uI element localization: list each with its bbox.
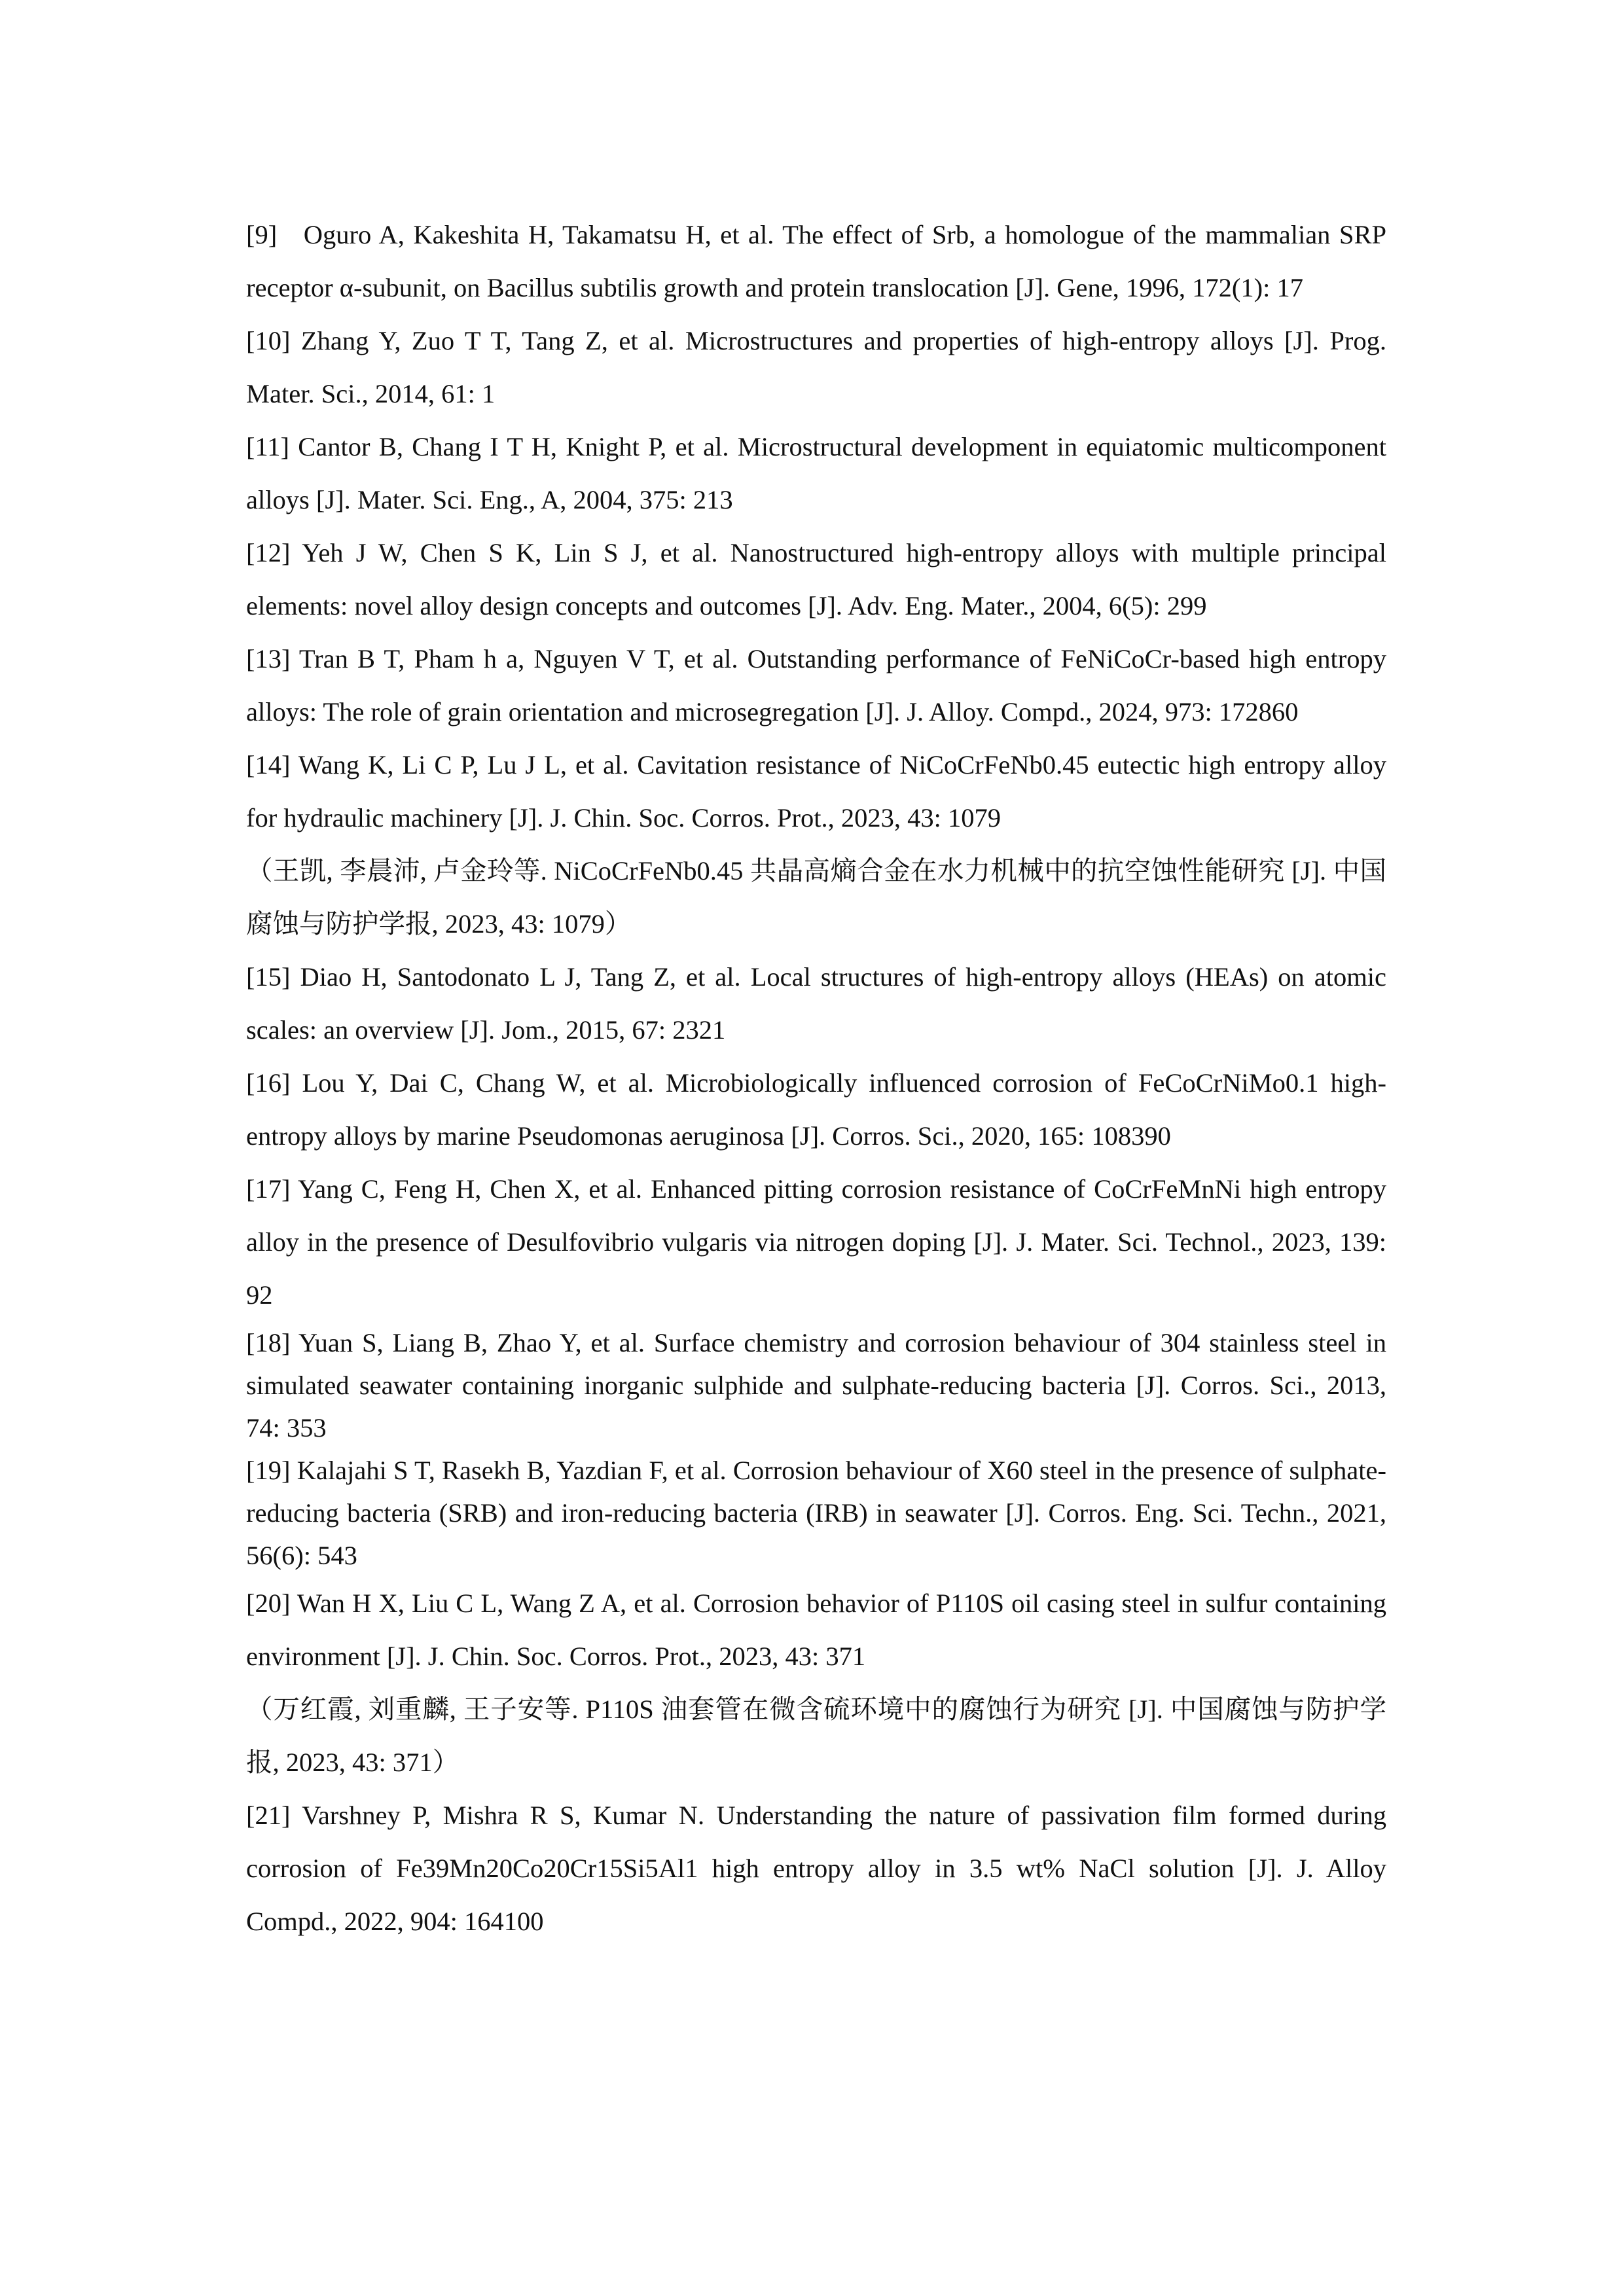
reference-18: [18] Yuan S, Liang B, Zhao Y, et al. Surface chemistry and corrosion behaviour of 304 stainless steel in simulated seawater containing inorganic sulphide and sulphate-reducing bacteria [J]. Corros. Sci., 2013, 74: 353 — [246, 1328, 1386, 1443]
reference-21: [21] Varshney P, Mishra R S, Kumar N. Understanding the nature of passivation film formed during corrosion of Fe39Mn20Co20Cr15Si5Al1 high entropy alloy in 3.5 wt% NaCl solution [J]. J. Alloy Compd., 2022, 904: 164100 — [246, 1801, 1386, 1936]
reference-13: [13] Tran B T, Pham h a, Nguyen V T, et al. Outstanding performance of FeNiCoCr-based high entropy alloys: The role of grain orientation and microsegregation [J]. J. Alloy. Compd., 2024, 973: 172860 — [246, 644, 1386, 726]
reference-list — [246, 208, 1386, 1948]
reference-14-translation: （王凯, 李晨沛, 卢金玲等. NiCoCrFeNb0.45 共晶高熵合金在水力机械中的抗空蚀性能研究 [J]. 中国腐蚀与防护学报, 2023, 43: 1079） — [246, 856, 1386, 939]
reference-17: [17] Yang C, Feng H, Chen X, et al. Enhanced pitting corrosion resistance of CoCrFeMnNi high entropy alloy in the presence of Desulfovibrio vulgaris via nitrogen doping [J]. J. Mater. Sci. Technol., 2023, 139: 92 — [246, 1174, 1386, 1310]
reference-19: [19] Kalajahi S T, Rasekh B, Yazdian F, et al. Corrosion behaviour of X60 steel in the presence of sulphate-reducing bacteria (SRB) and iron-reducing bacteria (IRB) in seawater [J]. Corros. Eng. Sci. Techn., 2021, 56(6): 543 — [246, 1456, 1386, 1570]
reference-14: [14] Wang K, Li C P, Lu J L, et al. Cavitation resistance of NiCoCrFeNb0.45 eutectic high entropy alloy for hydraulic machinery [J]. J. Chin. Soc. Corros. Prot., 2023, 43: 1079 — [246, 750, 1386, 833]
reference-10: [10] Zhang Y, Zuo T T, Tang Z, et al. Microstructures and properties of high-entropy alloys [J]. Prog. Mater. Sci., 2014, 61: 1 — [246, 326, 1386, 408]
reference-9: [9] Oguro A, Kakeshita H, Takamatsu H, et al. The effect of Srb, a homologue of the mammalian SRP receptor α-subunit, on Bacillus subtilis growth and protein translocation [J]. Gene, 1996, 172(1): 17 — [246, 220, 1386, 302]
reference-11: [11] Cantor B, Chang I T H, Knight P, et al. Microstructural development in equiatomic multicomponent alloys [J]. Mater. Sci. Eng., A, 2004, 375: 213 — [246, 432, 1386, 514]
reference-16: [16] Lou Y, Dai C, Chang W, et al. Microbiologically influenced corrosion of FeCoCrNiMo0.1 high-entropy alloys by marine Pseudomonas aeruginosa [J]. Corros. Sci., 2020, 165: 108390 — [246, 1068, 1386, 1151]
reference-20-translation: （万红霞, 刘重麟, 王子安等. P110S 油套管在微含硫环境中的腐蚀行为研究 [J]. 中国腐蚀与防护学报, 2023, 43: 371） — [246, 1695, 1386, 1777]
reference-12: [12] Yeh J W, Chen S K, Lin S J, et al. Nanostructured high-entropy alloys with multiple principal elements: novel alloy design concepts and outcomes [J]. Adv. Eng. Mater., 2004, 6(5): 299 — [246, 538, 1386, 620]
reference-15: [15] Diao H, Santodonato L J, Tang Z, et al. Local structures of high-entropy alloys (HEAs) on atomic scales: an overview [J]. Jom., 2015, 67: 2321 — [246, 962, 1386, 1045]
reference-20: [20] Wan H X, Liu C L, Wang Z A, et al. Corrosion behavior of P110S oil casing steel in sulfur containing environment [J]. J. Chin. Soc. Corros. Prot., 2023, 43: 371 — [246, 1588, 1386, 1671]
